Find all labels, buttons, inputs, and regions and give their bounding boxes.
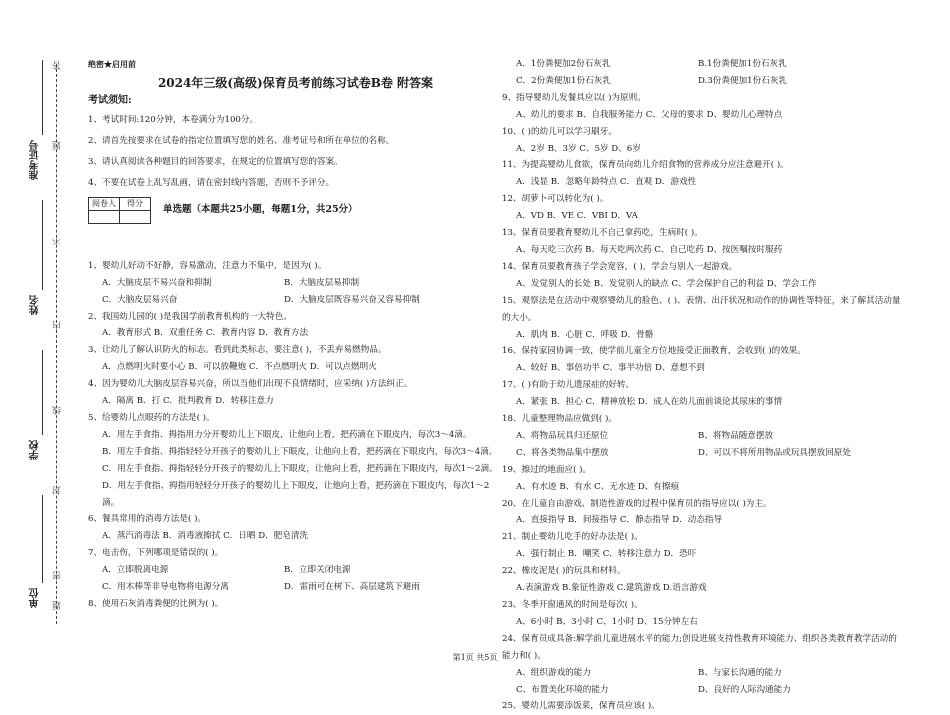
score-table (88, 197, 151, 224)
answer-option[interactable]: A．紧张 B．担心 C．精神放松 D．成人在幼儿面前谈论其尿床的事情 (516, 397, 783, 408)
seal-char: 不 (53, 235, 63, 245)
answer-option[interactable]: C、将各类物品集中摆放 (516, 447, 609, 458)
question-text: 24、保育员成具备:解学前儿童进展水平的能力;创设进展支持性教育环境能力、组织各类教育教学活动的能力和( )。 (502, 633, 897, 661)
answer-option[interactable]: D．大脑皮层既容易兴奋又容易抑制 (284, 294, 420, 305)
unit-label: 单位 (30, 588, 41, 608)
question-text: 15、观察法是在活动中观察婴幼儿的脸色、( )、表情、出汗状况和动作的协调性等特征，来了解其活动量的大小。 (502, 295, 901, 323)
answer-option[interactable]: A．教育形式 B．双重任务 C．教育内容 D．教育方法 (102, 328, 309, 339)
option-row (88, 275, 503, 292)
question-text: 11、为提高婴幼儿食欲，保育员向幼儿介绍食物的营养成分应注意避开( )。 (502, 160, 789, 171)
option-row (502, 56, 902, 73)
option-row (502, 682, 902, 699)
answer-option[interactable]: A．浅显 B．忽略年龄特点 C．直观 D．游戏性 (516, 177, 697, 188)
left-column (88, 56, 503, 613)
answer-option[interactable]: B．大脑皮层易抑制 (284, 277, 360, 288)
seal-char: 线 (53, 405, 63, 415)
option-row (502, 665, 902, 682)
option-row (502, 73, 902, 90)
seal-char: 答 (53, 60, 63, 70)
school-line (42, 350, 43, 435)
answer-option[interactable]: A、较好 B、事倍功半 C、事半功倍 D、意想不到 (516, 363, 705, 374)
question-text: 21、制止婴幼儿吃手的好办法是( )。 (502, 532, 643, 543)
answer-option[interactable]: A．1份粪便加2份石灰乳 (516, 59, 611, 69)
answer-option[interactable]: D．用左手食指、拇指用轻轻分开孩子的婴幼儿上下眼皮，让他向上看，把药滴在下眼皮内，每次1～2滴。 (102, 480, 490, 508)
question-list-left (88, 258, 503, 613)
answer-option[interactable]: A．蒸汽消毒法 B．消毒液擦拭 C．日晒 D．肥皂清洗 (102, 531, 309, 542)
school-label: 学校 (30, 440, 41, 460)
question-text: 1、婴幼儿好动不好静，容易激动，注意力不集中，是因为( )。 (88, 260, 327, 271)
seal-char: 题 (53, 140, 63, 150)
name-line (42, 200, 43, 290)
question-text: 17、( )有助于幼儿遗尿症的好转。 (502, 380, 635, 391)
answer-option[interactable]: D.3份粪便加1份石灰乳 (698, 75, 788, 86)
answer-option[interactable]: C、布置美化环境的能力 (516, 684, 609, 695)
score-input-cell[interactable] (120, 210, 151, 223)
question-text: 9、指导婴幼儿发餐具应以( )为原则。 (502, 92, 646, 103)
question-text: 16、保持家园协调一致，使学前儿童全方位地接受正面教育，会收到( )的效果。 (502, 346, 806, 357)
answer-option[interactable]: B、与家长沟通的能力 (698, 667, 782, 678)
page-number: 第1页 共5页 (452, 653, 498, 662)
answer-option[interactable]: B．立即关闭电源 (284, 565, 351, 576)
answer-option[interactable]: C．用左手食指、拇指轻轻分开孩子的婴幼儿上下眼皮，让他向上看，把药滴在下眼皮内，每次1～2滴。 (102, 463, 498, 474)
answer-option[interactable]: D、良好的人际沟通能力 (698, 684, 791, 695)
question-text: 19、擦过的地面应( )。 (502, 464, 592, 475)
answer-option[interactable]: A．VD B．VE C．VBI D．VA (516, 211, 638, 222)
name-label: 姓名 (30, 295, 41, 315)
answer-option[interactable]: A．肌肉 B．心脏 C．呼吸 D．骨骼 (516, 329, 654, 340)
exam-number-line (42, 60, 43, 135)
answer-option[interactable]: A、组织游戏的能力 (516, 667, 591, 678)
question-text: 8、使用石灰消毒粪便的比例为( )。 (88, 598, 224, 609)
question-text: 7、电击伤，下列哪项是错误的( )。 (88, 548, 224, 559)
reviewer-input-cell[interactable] (89, 210, 120, 223)
answer-option[interactable]: A．直接指导 B．间接指导 C．静态指导 D．动态指导 (516, 515, 723, 526)
score-box-row (88, 197, 503, 224)
seal-char: 密 (53, 570, 63, 580)
answer-option[interactable]: A、发觉别人的长处 B、发觉别人的缺点 C、学会保护自己的利益 D、学会工作 (516, 278, 817, 289)
question-text: 25、婴幼儿需要添饭菜，保育员应该( )。 (502, 701, 660, 712)
option-row (88, 562, 503, 579)
answer-option[interactable]: A、6小时 B、3小时 C、1小时 D、15分钟左右 (516, 616, 698, 627)
question-list-right (502, 56, 902, 715)
question-text: 12、胡萝卜可以转化为( )。 (502, 194, 609, 205)
option-row (502, 428, 902, 445)
answer-option[interactable]: B、将物品随意摆放 (698, 430, 774, 441)
question-text: 23、冬季开窗通风的时间是每次( )。 (502, 600, 643, 610)
notice-item: 2、请首先按要求在试卷的指定位置填写您的姓名、准考证号和所在单位的名称。 (88, 135, 395, 146)
answer-option[interactable]: A、幼儿的要求 B、自我服务能力 C、父母的要求 D、婴幼儿心理特点 (516, 109, 783, 120)
reviewer-cell: 阅卷人 (89, 197, 120, 210)
question-text: 6、餐具常用的消毒方法是( )。 (88, 514, 207, 525)
question-text: 14、保育员要教育孩子学会宽容，( )，学会与别人一起游戏。 (502, 261, 738, 272)
notice-item: 1、考试时间:120分钟，本卷满分为100分。 (88, 114, 259, 125)
answer-option[interactable]: A．用左手食指、拇指用力分开婴幼儿上下眼皮，让他向上看，把药滴在下眼皮内，每次3～4滴。 (102, 429, 472, 440)
answer-option[interactable]: A、2岁 B、3岁 C、5岁 D、6岁 (516, 143, 641, 154)
question-text: 22、橡皮泥是( )的玩具和材料。 (502, 566, 626, 577)
answer-option[interactable]: C．用木棒等非导电物将电源分离 (102, 582, 229, 593)
answer-option[interactable]: B.1份粪便加1份石灰乳 (698, 59, 787, 69)
answer-option[interactable]: A．点燃明火时要小心 B．可以放鞭炮 C．不点燃明火 D．可以点燃明火 (102, 362, 377, 373)
seal-char: 题 (53, 600, 63, 610)
question-text: 20、在儿童自由游戏、制造性游戏的过程中保育员的指导应以( )为主。 (502, 498, 772, 509)
exam-number-label: 准考证号 (30, 140, 41, 180)
answer-option[interactable]: A．隔离 B．打 C．批判教育 D．转移注意力 (102, 396, 274, 407)
seal-char: 内 (53, 320, 63, 330)
option-row (502, 445, 902, 462)
score-cell: 得分 (120, 197, 151, 210)
answer-option[interactable]: B．用左手食指、拇指轻轻分开孩子的婴幼儿上下眼皮，让他向上看，把药滴在下眼皮内，每次3～4滴。 (102, 446, 498, 457)
question-text: 4、因为婴幼儿大脑皮层容易兴奋，所以当他们出现不良情绪时，应采纳( )方法纠正。 (88, 379, 413, 390)
option-row (88, 292, 503, 309)
answer-option[interactable]: A．立即脱离电源 (102, 565, 169, 576)
question-text: 10、( )的幼儿可以学习刷牙。 (502, 126, 617, 137)
answer-option[interactable]: A、有水迹 B、有水 C、无水迹 D、有擦痕 (516, 481, 680, 492)
spacer (88, 230, 503, 258)
right-column (502, 56, 902, 715)
question-text: 18、儿童整理物品应做到( )。 (502, 414, 617, 425)
section-heading: 单选题（本题共25小题，每题1分，共25分） (163, 203, 358, 215)
secret-mark: 绝密★启用前 (88, 59, 136, 69)
answer-option[interactable]: A．大脑皮层不易兴奋和抑制 (102, 277, 212, 288)
notice-heading: 考试须知: (88, 94, 132, 106)
answer-option[interactable]: C．2份粪便加1份石灰乳 (516, 75, 611, 86)
answer-option[interactable]: A．强行制止 B．嘲笑 C．转移注意力 D．恐吓 (516, 549, 697, 560)
answer-option[interactable]: A、将物品玩具归还原位 (516, 430, 609, 441)
seal-char: 封 (53, 485, 63, 495)
answer-option[interactable]: D、可以不将所用物品或玩具摆放回原处 (698, 447, 851, 458)
page-title: 2024年三级(高级)保育员考前练习试卷B卷 附答案 (157, 75, 434, 90)
question-text: 13、保育员要教育婴幼儿不自己拿药吃，生病时( )。 (502, 228, 703, 239)
question-text: 3、让幼儿了解认识防火的标志。看到此类标志，要注意( )，不丢弃易燃物品。 (88, 345, 387, 356)
answer-option[interactable]: C．大脑皮层易兴奋 (102, 294, 178, 305)
answer-option[interactable]: A、每天吃三次药 B、每天吃两次药 C、自己吃药 D、按医嘱按时服药 (516, 244, 783, 255)
option-row (88, 579, 503, 596)
notice-item: 3、请认真阅读各种题目的回答要求，在规定的位置填写您的答案。 (88, 156, 343, 167)
question-text: 2、我国幼儿园的( )是我国学前教育机构的一大特色。 (88, 311, 292, 322)
answer-option[interactable]: A.表演游戏 B.象征性游戏 C.建筑游戏 D.语言游戏 (516, 583, 707, 594)
unit-line (42, 495, 43, 583)
answer-option[interactable]: D．雷雨可在树下、高层建筑下避雨 (284, 582, 420, 593)
notice-item: 4、不要在试卷上乱写乱画，请在密封线内答题，否则不予评分。 (88, 177, 335, 188)
question-text: 5、给婴幼儿点眼药的方法是( )。 (88, 412, 215, 423)
